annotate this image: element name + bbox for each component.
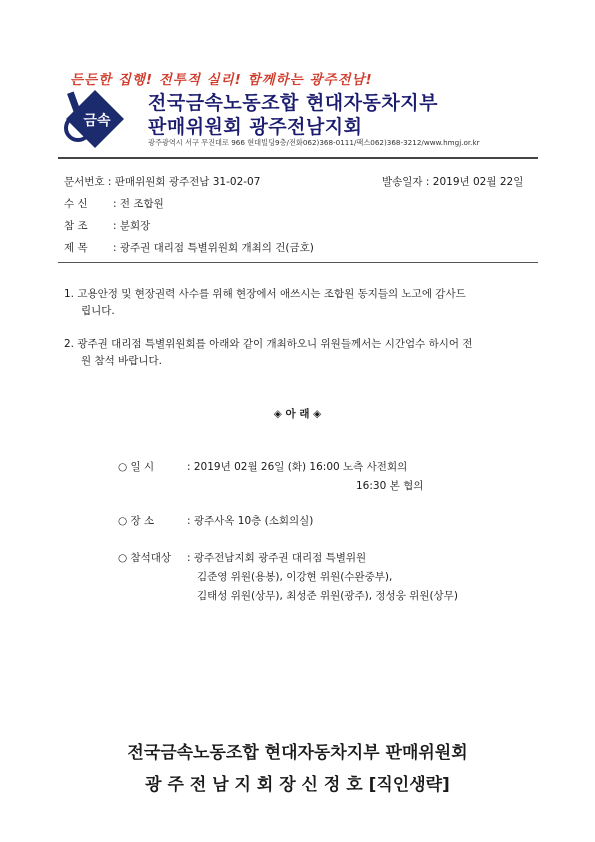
paragraph-1-line2: 립니다. [81, 305, 115, 317]
org-name-line2: 판매위원회 광주전남지회 [148, 116, 363, 138]
slogan: 든든한 집행! 전투적 실리! 함께하는 광주전남! [70, 72, 373, 88]
place-label: ○ 장 소 [118, 515, 155, 527]
attendees-line3: 김태성 위원(상무), 최성준 위원(광주), 정성웅 위원(상무) [197, 590, 458, 602]
signature-org: 전국금속노동조합 현대자동차지부 판매위원회 [127, 743, 468, 763]
org-address: 광주광역시 서구 무진대로 966 현대빌딩9층/전화062)368-0111/팩스062)368-3212/www.hmgj.or.kr [148, 138, 480, 147]
signature-name: 광 주 전 남 지 회 장 신 정 호 [직인생략] [145, 775, 450, 795]
notice-heading: ◈ 아 래 ◈ [273, 408, 322, 420]
recipient: : 전 조합원 [113, 198, 164, 210]
org-name-line1: 전국금속노동조합 현대자동차지부 [148, 92, 438, 114]
subject: : 광주권 대리점 특별위원회 개최의 건(금호) [113, 242, 314, 254]
date-label: ○ 일 시 [118, 461, 155, 473]
meta-divider [58, 262, 538, 263]
reference-label: 참 조 [64, 220, 88, 232]
union-logo [62, 88, 128, 150]
paragraph-1 [64, 286, 544, 320]
paragraph-2-line1: 2. 광주권 대리점 특별위원회를 아래와 같이 개최하오니 위원들께서는 시간엄수 하시어 전 [64, 338, 473, 350]
send-date: 발송일자 : 2019년 02월 22일 [382, 176, 524, 188]
doc-number: 문서번호 : 판매위원회 광주전남 31-02-07 [64, 176, 261, 188]
header-divider [58, 157, 538, 159]
reference: : 분회장 [113, 220, 151, 232]
date-line2: 16:30 본 협의 [356, 480, 424, 492]
logo-text: 금속 [83, 113, 111, 129]
attendees-line1: : 광주전남지회 광주권 대리점 특별위원 [187, 552, 367, 564]
subject-label: 제 목 [64, 242, 88, 254]
paragraph-1-line1: 1. 고용안정 및 현장권력 사수를 위해 현장에서 애쓰시는 조합원 동지들의 노고에 감사드 [64, 288, 466, 300]
place: : 광주사옥 10층 (소회의실) [187, 515, 314, 527]
attendees-label: ○ 참석대상 [118, 552, 172, 564]
attendees-line2: 김준영 위원(용봉), 이강현 위원(수완중부), [197, 571, 393, 583]
paragraph-2 [64, 336, 544, 370]
date-line1: : 2019년 02월 26일 (화) 16:00 노측 사전회의 [187, 461, 408, 473]
paragraph-2-line2: 원 참석 바랍니다. [81, 355, 163, 367]
recipient-label: 수 신 [64, 198, 88, 210]
